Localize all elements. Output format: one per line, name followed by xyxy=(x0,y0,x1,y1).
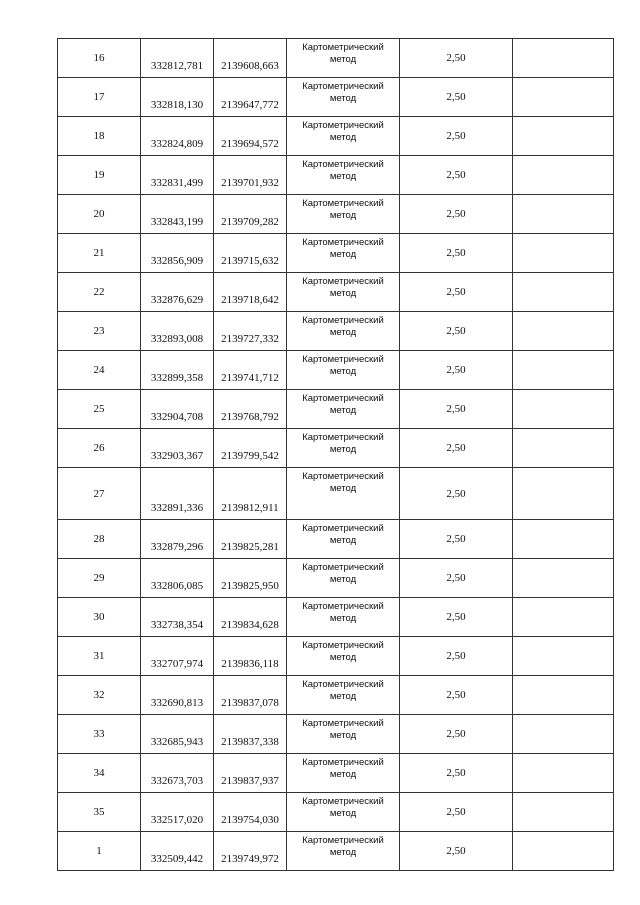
point-number: 30 xyxy=(58,598,141,637)
method-line-2: метод xyxy=(329,132,357,143)
coordinate-y: 2139715,632 xyxy=(214,234,287,273)
coordinate-y: 2139754,030 xyxy=(214,793,287,832)
method-cell xyxy=(287,676,400,715)
accuracy-value: 2,50 xyxy=(400,754,513,793)
method-cell xyxy=(287,117,400,156)
point-number: 24 xyxy=(58,351,141,390)
method-cell xyxy=(287,273,400,312)
point-number: 20 xyxy=(58,195,141,234)
method-line-1: Картометрический xyxy=(302,81,384,92)
accuracy-value: 2,50 xyxy=(400,78,513,117)
coordinate-x: 332806,085 xyxy=(141,559,214,598)
point-number: 23 xyxy=(58,312,141,351)
table-row xyxy=(58,637,614,676)
accuracy-value: 2,50 xyxy=(400,351,513,390)
table-row xyxy=(58,390,614,429)
method-cell xyxy=(287,793,400,832)
accuracy-value: 2,50 xyxy=(400,390,513,429)
coordinate-y: 2139768,792 xyxy=(214,390,287,429)
table-row xyxy=(58,195,614,234)
method-line-2: метод xyxy=(329,769,357,780)
method-cell xyxy=(287,715,400,754)
accuracy-value: 2,50 xyxy=(400,598,513,637)
coordinate-x: 332824,809 xyxy=(141,117,214,156)
method-cell xyxy=(287,429,400,468)
coordinates-table xyxy=(57,38,614,871)
coordinate-x: 332903,367 xyxy=(141,429,214,468)
coordinate-x: 332707,974 xyxy=(141,637,214,676)
method-line-1: Картометрический xyxy=(302,601,384,612)
accuracy-value: 2,50 xyxy=(400,715,513,754)
method-cell xyxy=(287,312,400,351)
accuracy-value: 2,50 xyxy=(400,234,513,273)
table-row xyxy=(58,598,614,637)
accuracy-value: 2,50 xyxy=(400,559,513,598)
method-line-1: Картометрический xyxy=(302,237,384,248)
method-line-2: метод xyxy=(329,54,357,65)
point-number: 32 xyxy=(58,676,141,715)
coordinate-y: 2139837,338 xyxy=(214,715,287,754)
method-line-2: метод xyxy=(329,210,357,221)
point-number: 21 xyxy=(58,234,141,273)
empty-cell xyxy=(513,429,614,468)
coordinate-y: 2139825,281 xyxy=(214,520,287,559)
coordinate-x: 332831,499 xyxy=(141,156,214,195)
coordinate-x: 332517,020 xyxy=(141,793,214,832)
point-number: 27 xyxy=(58,468,141,520)
coordinate-y: 2139608,663 xyxy=(214,39,287,78)
table-row xyxy=(58,793,614,832)
method-line-1: Картометрический xyxy=(302,718,384,729)
coordinate-x: 332891,336 xyxy=(141,468,214,520)
method-line-2: метод xyxy=(329,327,357,338)
table-row xyxy=(58,234,614,273)
method-line-2: метод xyxy=(329,93,357,104)
table-row xyxy=(58,117,614,156)
accuracy-value: 2,50 xyxy=(400,429,513,468)
table-row xyxy=(58,468,614,520)
method-cell xyxy=(287,78,400,117)
method-cell xyxy=(287,351,400,390)
method-line-2: метод xyxy=(329,366,357,377)
empty-cell xyxy=(513,156,614,195)
accuracy-value: 2,50 xyxy=(400,312,513,351)
method-line-2: метод xyxy=(329,730,357,741)
coordinate-x: 332893,008 xyxy=(141,312,214,351)
method-line-2: метод xyxy=(329,249,357,260)
coordinate-x: 332879,296 xyxy=(141,520,214,559)
empty-cell xyxy=(513,78,614,117)
point-number: 35 xyxy=(58,793,141,832)
point-number: 34 xyxy=(58,754,141,793)
method-line-1: Картометрический xyxy=(302,120,384,131)
accuracy-value: 2,50 xyxy=(400,676,513,715)
empty-cell xyxy=(513,598,614,637)
coordinate-y: 2139812,911 xyxy=(214,468,287,520)
point-number: 19 xyxy=(58,156,141,195)
empty-cell xyxy=(513,195,614,234)
accuracy-value: 2,50 xyxy=(400,520,513,559)
method-cell xyxy=(287,468,400,520)
point-number: 29 xyxy=(58,559,141,598)
empty-cell xyxy=(513,390,614,429)
table-row xyxy=(58,351,614,390)
table-row xyxy=(58,520,614,559)
coordinate-y: 2139837,937 xyxy=(214,754,287,793)
coordinate-y: 2139836,118 xyxy=(214,637,287,676)
coordinate-y: 2139709,282 xyxy=(214,195,287,234)
table-row xyxy=(58,429,614,468)
accuracy-value: 2,50 xyxy=(400,637,513,676)
method-line-2: метод xyxy=(329,613,357,624)
coordinate-y: 2139825,950 xyxy=(214,559,287,598)
coordinate-x: 332738,354 xyxy=(141,598,214,637)
point-number: 16 xyxy=(58,39,141,78)
method-line-2: метод xyxy=(329,847,357,858)
coordinates-table-body xyxy=(58,39,614,871)
accuracy-value: 2,50 xyxy=(400,468,513,520)
coordinate-y: 2139834,628 xyxy=(214,598,287,637)
empty-cell xyxy=(513,468,614,520)
point-number: 28 xyxy=(58,520,141,559)
coordinate-y: 2139837,078 xyxy=(214,676,287,715)
empty-cell xyxy=(513,559,614,598)
method-line-2: метод xyxy=(329,535,357,546)
coordinate-x: 332673,703 xyxy=(141,754,214,793)
point-number: 31 xyxy=(58,637,141,676)
coordinate-y: 2139741,712 xyxy=(214,351,287,390)
coordinate-x: 332899,358 xyxy=(141,351,214,390)
method-line-1: Картометрический xyxy=(302,315,384,326)
method-line-1: Картометрический xyxy=(302,432,384,443)
coordinate-x: 332812,781 xyxy=(141,39,214,78)
method-line-1: Картометрический xyxy=(302,679,384,690)
empty-cell xyxy=(513,234,614,273)
method-line-1: Картометрический xyxy=(302,42,384,53)
empty-cell xyxy=(513,312,614,351)
coordinate-x: 332509,442 xyxy=(141,832,214,871)
coordinate-y: 2139799,542 xyxy=(214,429,287,468)
accuracy-value: 2,50 xyxy=(400,195,513,234)
method-line-1: Картометрический xyxy=(302,393,384,404)
table-row xyxy=(58,715,614,754)
empty-cell xyxy=(513,39,614,78)
accuracy-value: 2,50 xyxy=(400,39,513,78)
method-cell xyxy=(287,520,400,559)
coordinate-x: 332904,708 xyxy=(141,390,214,429)
table-row xyxy=(58,78,614,117)
method-cell xyxy=(287,234,400,273)
accuracy-value: 2,50 xyxy=(400,273,513,312)
table-row xyxy=(58,754,614,793)
accuracy-value: 2,50 xyxy=(400,117,513,156)
method-line-1: Картометрический xyxy=(302,640,384,651)
table-row xyxy=(58,273,614,312)
point-number: 22 xyxy=(58,273,141,312)
empty-cell xyxy=(513,637,614,676)
method-cell xyxy=(287,598,400,637)
method-line-2: метод xyxy=(329,574,357,585)
table-row xyxy=(58,39,614,78)
coordinate-x: 332856,909 xyxy=(141,234,214,273)
coordinate-x: 332690,813 xyxy=(141,676,214,715)
method-line-1: Картометрический xyxy=(302,354,384,365)
coordinate-y: 2139718,642 xyxy=(214,273,287,312)
method-line-1: Картометрический xyxy=(302,159,384,170)
method-line-1: Картометрический xyxy=(302,796,384,807)
method-line-2: метод xyxy=(329,444,357,455)
table-row xyxy=(58,676,614,715)
accuracy-value: 2,50 xyxy=(400,156,513,195)
method-line-1: Картометрический xyxy=(302,276,384,287)
point-number: 17 xyxy=(58,78,141,117)
empty-cell xyxy=(513,676,614,715)
empty-cell xyxy=(513,715,614,754)
empty-cell xyxy=(513,273,614,312)
method-line-2: метод xyxy=(329,288,357,299)
coordinate-y: 2139694,572 xyxy=(214,117,287,156)
table-row xyxy=(58,832,614,871)
method-line-2: метод xyxy=(329,652,357,663)
table-row xyxy=(58,156,614,195)
method-cell xyxy=(287,637,400,676)
method-cell xyxy=(287,832,400,871)
method-line-1: Картометрический xyxy=(302,562,384,573)
empty-cell xyxy=(513,520,614,559)
method-cell xyxy=(287,195,400,234)
coordinate-x: 332876,629 xyxy=(141,273,214,312)
method-line-1: Картометрический xyxy=(302,523,384,534)
empty-cell xyxy=(513,754,614,793)
method-cell xyxy=(287,559,400,598)
method-line-2: метод xyxy=(329,405,357,416)
method-line-1: Картометрический xyxy=(302,198,384,209)
method-line-2: метод xyxy=(329,691,357,702)
method-line-1: Картометрический xyxy=(302,835,384,846)
method-line-2: метод xyxy=(329,808,357,819)
empty-cell xyxy=(513,793,614,832)
table-row xyxy=(58,312,614,351)
point-number: 33 xyxy=(58,715,141,754)
coordinate-y: 2139727,332 xyxy=(214,312,287,351)
method-cell xyxy=(287,754,400,793)
coordinate-y: 2139749,972 xyxy=(214,832,287,871)
method-line-1: Картометрический xyxy=(302,757,384,768)
method-line-2: метод xyxy=(329,171,357,182)
empty-cell xyxy=(513,832,614,871)
point-number: 1 xyxy=(58,832,141,871)
point-number: 18 xyxy=(58,117,141,156)
coordinate-x: 332843,199 xyxy=(141,195,214,234)
coordinate-x: 332818,130 xyxy=(141,78,214,117)
empty-cell xyxy=(513,351,614,390)
point-number: 26 xyxy=(58,429,141,468)
coordinate-y: 2139701,932 xyxy=(214,156,287,195)
accuracy-value: 2,50 xyxy=(400,793,513,832)
method-cell xyxy=(287,390,400,429)
accuracy-value: 2,50 xyxy=(400,832,513,871)
method-line-2: метод xyxy=(329,483,357,494)
coordinate-y: 2139647,772 xyxy=(214,78,287,117)
empty-cell xyxy=(513,117,614,156)
method-cell xyxy=(287,39,400,78)
method-cell xyxy=(287,156,400,195)
point-number: 25 xyxy=(58,390,141,429)
table-row xyxy=(58,559,614,598)
coordinate-x: 332685,943 xyxy=(141,715,214,754)
method-line-1: Картометрический xyxy=(302,471,384,482)
